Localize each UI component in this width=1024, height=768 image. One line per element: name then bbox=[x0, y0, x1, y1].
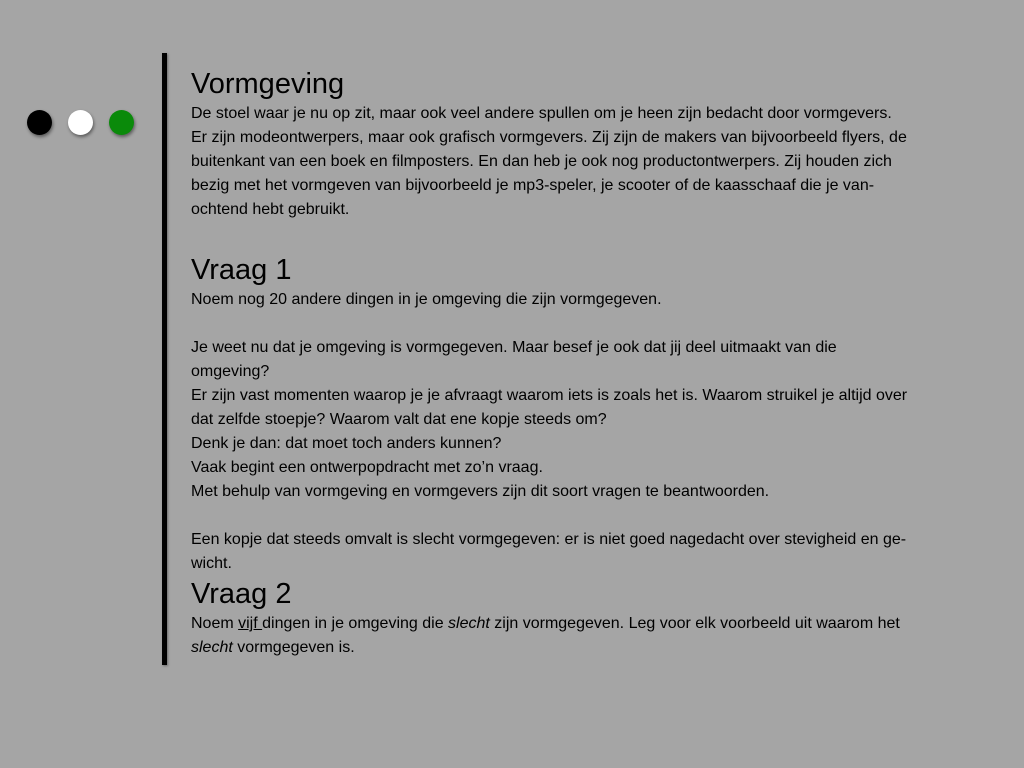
white-dot-icon bbox=[68, 110, 93, 135]
para1-line-1: Je weet nu dat je omgeving is vormgegeven. Maar besef je ook dat jij deel uitmaakt van die bbox=[191, 339, 837, 356]
question-2-line-2 bbox=[191, 636, 1011, 660]
para2-line-2: wicht. bbox=[191, 555, 232, 572]
spacer bbox=[191, 312, 1011, 336]
intro-line-4: bezig met het vormgeven van bijvoorbeeld je mp3-speler, je scooter of de kaasschaaf die je van- bbox=[191, 177, 875, 194]
heading-vraag-2: Vraag 2 bbox=[191, 578, 292, 610]
q2-part-3: zijn vormgegeven. Leg voor elk voorbeeld uit waarom het bbox=[489, 615, 900, 632]
heading-vormgeving: Vormgeving bbox=[191, 68, 345, 100]
green-dot-icon bbox=[109, 110, 134, 135]
para1-line-5: Denk je dan: dat moet toch anders kunnen? bbox=[191, 435, 502, 452]
q2-italic-word-2: slecht bbox=[191, 639, 233, 656]
para1-line-2: omgeving? bbox=[191, 363, 270, 380]
decorative-dots bbox=[27, 109, 150, 135]
slide-content bbox=[191, 66, 1011, 660]
q2-part-1: Noem bbox=[191, 615, 239, 632]
para2-line-1: Een kopje dat steeds omvalt is slecht vormgegeven: er is niet goed nagedacht over stevigheid en ge- bbox=[191, 531, 907, 548]
question-2-line-1 bbox=[191, 612, 1011, 636]
spacer bbox=[191, 222, 1011, 246]
spacer bbox=[191, 504, 1011, 528]
intro-line-1: De stoel waar je nu op zit, maar ook veel andere spullen om je heen zijn bedacht door vormgevers. bbox=[191, 105, 892, 122]
black-dot-icon bbox=[27, 110, 52, 135]
vertical-divider bbox=[162, 53, 167, 665]
intro-line-3: buitenkant van een boek en filmposters. En dan heb je ook nog productontwerpers. Zij houden zich bbox=[191, 153, 892, 170]
q2-underlined-word: vijf bbox=[238, 615, 263, 632]
q2-italic-word-1: slecht bbox=[448, 615, 490, 632]
question-1-text: Noem nog 20 andere dingen in je omgeving die zijn vormgegeven. bbox=[191, 291, 662, 308]
para1-line-4: dat zelfde stoepje? Waarom valt dat ene kopje steeds om? bbox=[191, 411, 607, 428]
q2-part-4: vormgegeven is. bbox=[232, 639, 355, 656]
intro-line-2: Er zijn modeontwerpers, maar ook grafisch vormgevers. Zij zijn de makers van bijvoorbeeld flyers, de bbox=[191, 129, 907, 146]
para1-line-6: Vaak begint een ontwerpopdracht met zo’n vraag. bbox=[191, 459, 543, 476]
q2-part-2: dingen in je omgeving die bbox=[262, 615, 449, 632]
para1-line-3: Er zijn vast momenten waarop je je afvraagt waarom iets is zoals het is. Waarom struikel je altijd over bbox=[191, 387, 908, 404]
intro-line-5: ochtend hebt gebruikt. bbox=[191, 201, 350, 218]
heading-vraag-1: Vraag 1 bbox=[191, 254, 292, 286]
para1-line-7: Met behulp van vormgeving en vormgevers zijn dit soort vragen te beantwoorden. bbox=[191, 483, 770, 500]
